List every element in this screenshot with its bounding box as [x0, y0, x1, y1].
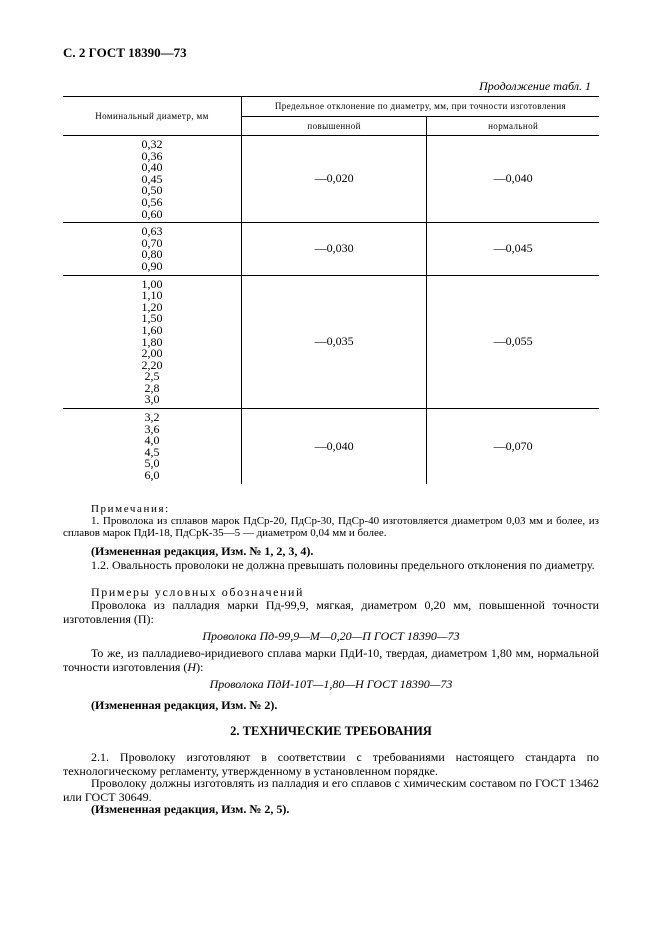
diameter-value: 1,20	[141, 299, 163, 314]
note-item-1: 1. Проволока из сплавов марок ПдСр-20, ПдСр-30, ПдСр-40 изготовляется диаметром 0,03 мм и более, из сплавов марок ПдИ-18, ПдСрК-35—5 — диаметром 0,04 мм и более.	[63, 515, 599, 539]
normal-precision-tolerance: —0,055	[427, 275, 599, 409]
example-2-text	[63, 647, 599, 674]
diameter-value: 4,0	[144, 433, 160, 448]
table-body	[63, 136, 599, 484]
diameter-cell	[63, 275, 242, 409]
table-row	[63, 409, 599, 484]
diameter-value: 1,10	[141, 288, 163, 303]
normal-precision-tolerance: —0,045	[427, 223, 599, 275]
diameter-value: 0,36	[141, 148, 163, 163]
diameter-value: 4,5	[144, 444, 160, 459]
page-header: С. 2 ГОСТ 18390—73	[63, 45, 187, 60]
example-2-text-h: Н	[187, 659, 197, 674]
paragraph-2-1-materials: Проволоку должны изготовлять из палладия и его сплавов с химическим составом по ГОСТ 13462 или ГОСТ 30649.	[63, 776, 599, 804]
diameter-value: 0,60	[141, 206, 163, 221]
diameter-value: 3,2	[144, 410, 160, 425]
diameter-value: 6,0	[144, 468, 160, 483]
diameter-value: 3,0	[144, 392, 160, 407]
diameter-cell	[63, 409, 242, 484]
diameter-value: 1,00	[141, 276, 163, 291]
table-row	[63, 223, 599, 275]
diameter-value: 0,50	[141, 183, 163, 198]
edit-note-2: (Измененная редакция, Изм. № 2).	[91, 698, 278, 712]
column-header-high-precision: повышенной	[242, 116, 427, 136]
notes-title: Примечания:	[91, 503, 170, 515]
diameter-value: 2,5	[144, 369, 160, 384]
table-continuation-label: Продолжение табл. 1	[479, 79, 591, 93]
diameter-value: 5,0	[144, 456, 160, 471]
diameter-value: 0,80	[141, 247, 163, 262]
diameter-value: 0,56	[141, 194, 163, 209]
column-header-normal-precision: нормальной	[427, 116, 599, 136]
diameter-value: 1,60	[141, 322, 163, 337]
diameter-value: 0,70	[141, 235, 163, 250]
diameter-value: 0,45	[141, 171, 163, 186]
edit-note-1: (Измененная редакция, Изм. № 1, 2, 3, 4).	[91, 544, 314, 558]
examples-heading: Примеры условных обозначений	[91, 585, 305, 599]
diameter-value: 0,32	[141, 137, 163, 151]
example-1-designation: Проволока Пд-99,9—М—0,20—П ГОСТ 18390—73	[202, 629, 460, 643]
diameter-value: 0,90	[141, 258, 163, 273]
diameter-value: 1,50	[141, 311, 163, 326]
table-row	[63, 136, 599, 223]
high-precision-tolerance: —0,040	[242, 409, 427, 484]
example-1-text: Проволока из палладия марки Пд-99,9, мягкая, диаметром 0,20 мм, повышенной точности изготовления (П):	[63, 598, 599, 626]
normal-precision-tolerance: —0,070	[427, 409, 599, 484]
diameter-cell	[63, 223, 242, 275]
example-2-text-a: То же, из палладиево-иридиевого сплава марки ПдИ-10, твердая, диаметром 1,80 мм, нормальной точности изготовления (	[63, 646, 599, 674]
diameter-value: 1,80	[141, 334, 163, 349]
table-row	[63, 275, 599, 409]
high-precision-tolerance: —0,035	[242, 275, 427, 409]
diameter-value: 2,20	[141, 357, 163, 372]
notes	[63, 503, 599, 539]
diameter-cell	[63, 136, 242, 223]
column-header-tolerance-group: Предельное отклонение по диаметру, мм, при точности изготовления	[242, 97, 600, 117]
edit-note-3: (Измененная редакция, Изм. № 2, 5).	[91, 802, 290, 816]
diameter-value: 0,40	[141, 160, 163, 175]
paragraph-2-1: 2.1. Проволоку изготовляют в соответствии с требованиями настоящего стандарта по технологическому регламенту, утвержденному в установленном порядке.	[63, 750, 599, 778]
diameter-value: 0,63	[141, 224, 163, 239]
example-2-designation: Проволока ПдИ-10Т—1,80—Н ГОСТ 18390—73	[209, 677, 453, 691]
high-precision-tolerance: —0,020	[242, 136, 427, 223]
section-title: 2. ТЕХНИЧЕСКИЕ ТРЕБОВАНИЯ	[230, 724, 432, 738]
column-header-diameter: Номинальный диаметр, мм	[63, 97, 242, 136]
diameter-value: 2,00	[141, 346, 163, 361]
high-precision-tolerance: —0,030	[242, 223, 427, 275]
diameter-value: 3,6	[144, 421, 160, 436]
example-2-text-b: ):	[196, 659, 204, 674]
diameter-value: 2,8	[144, 380, 160, 395]
normal-precision-tolerance: —0,040	[427, 136, 599, 223]
diameter-tolerance-table	[63, 96, 599, 484]
paragraph-1-2: 1.2. Овальность проволоки не должна превышать половины предельного отклонения по диаметру.	[91, 558, 595, 572]
